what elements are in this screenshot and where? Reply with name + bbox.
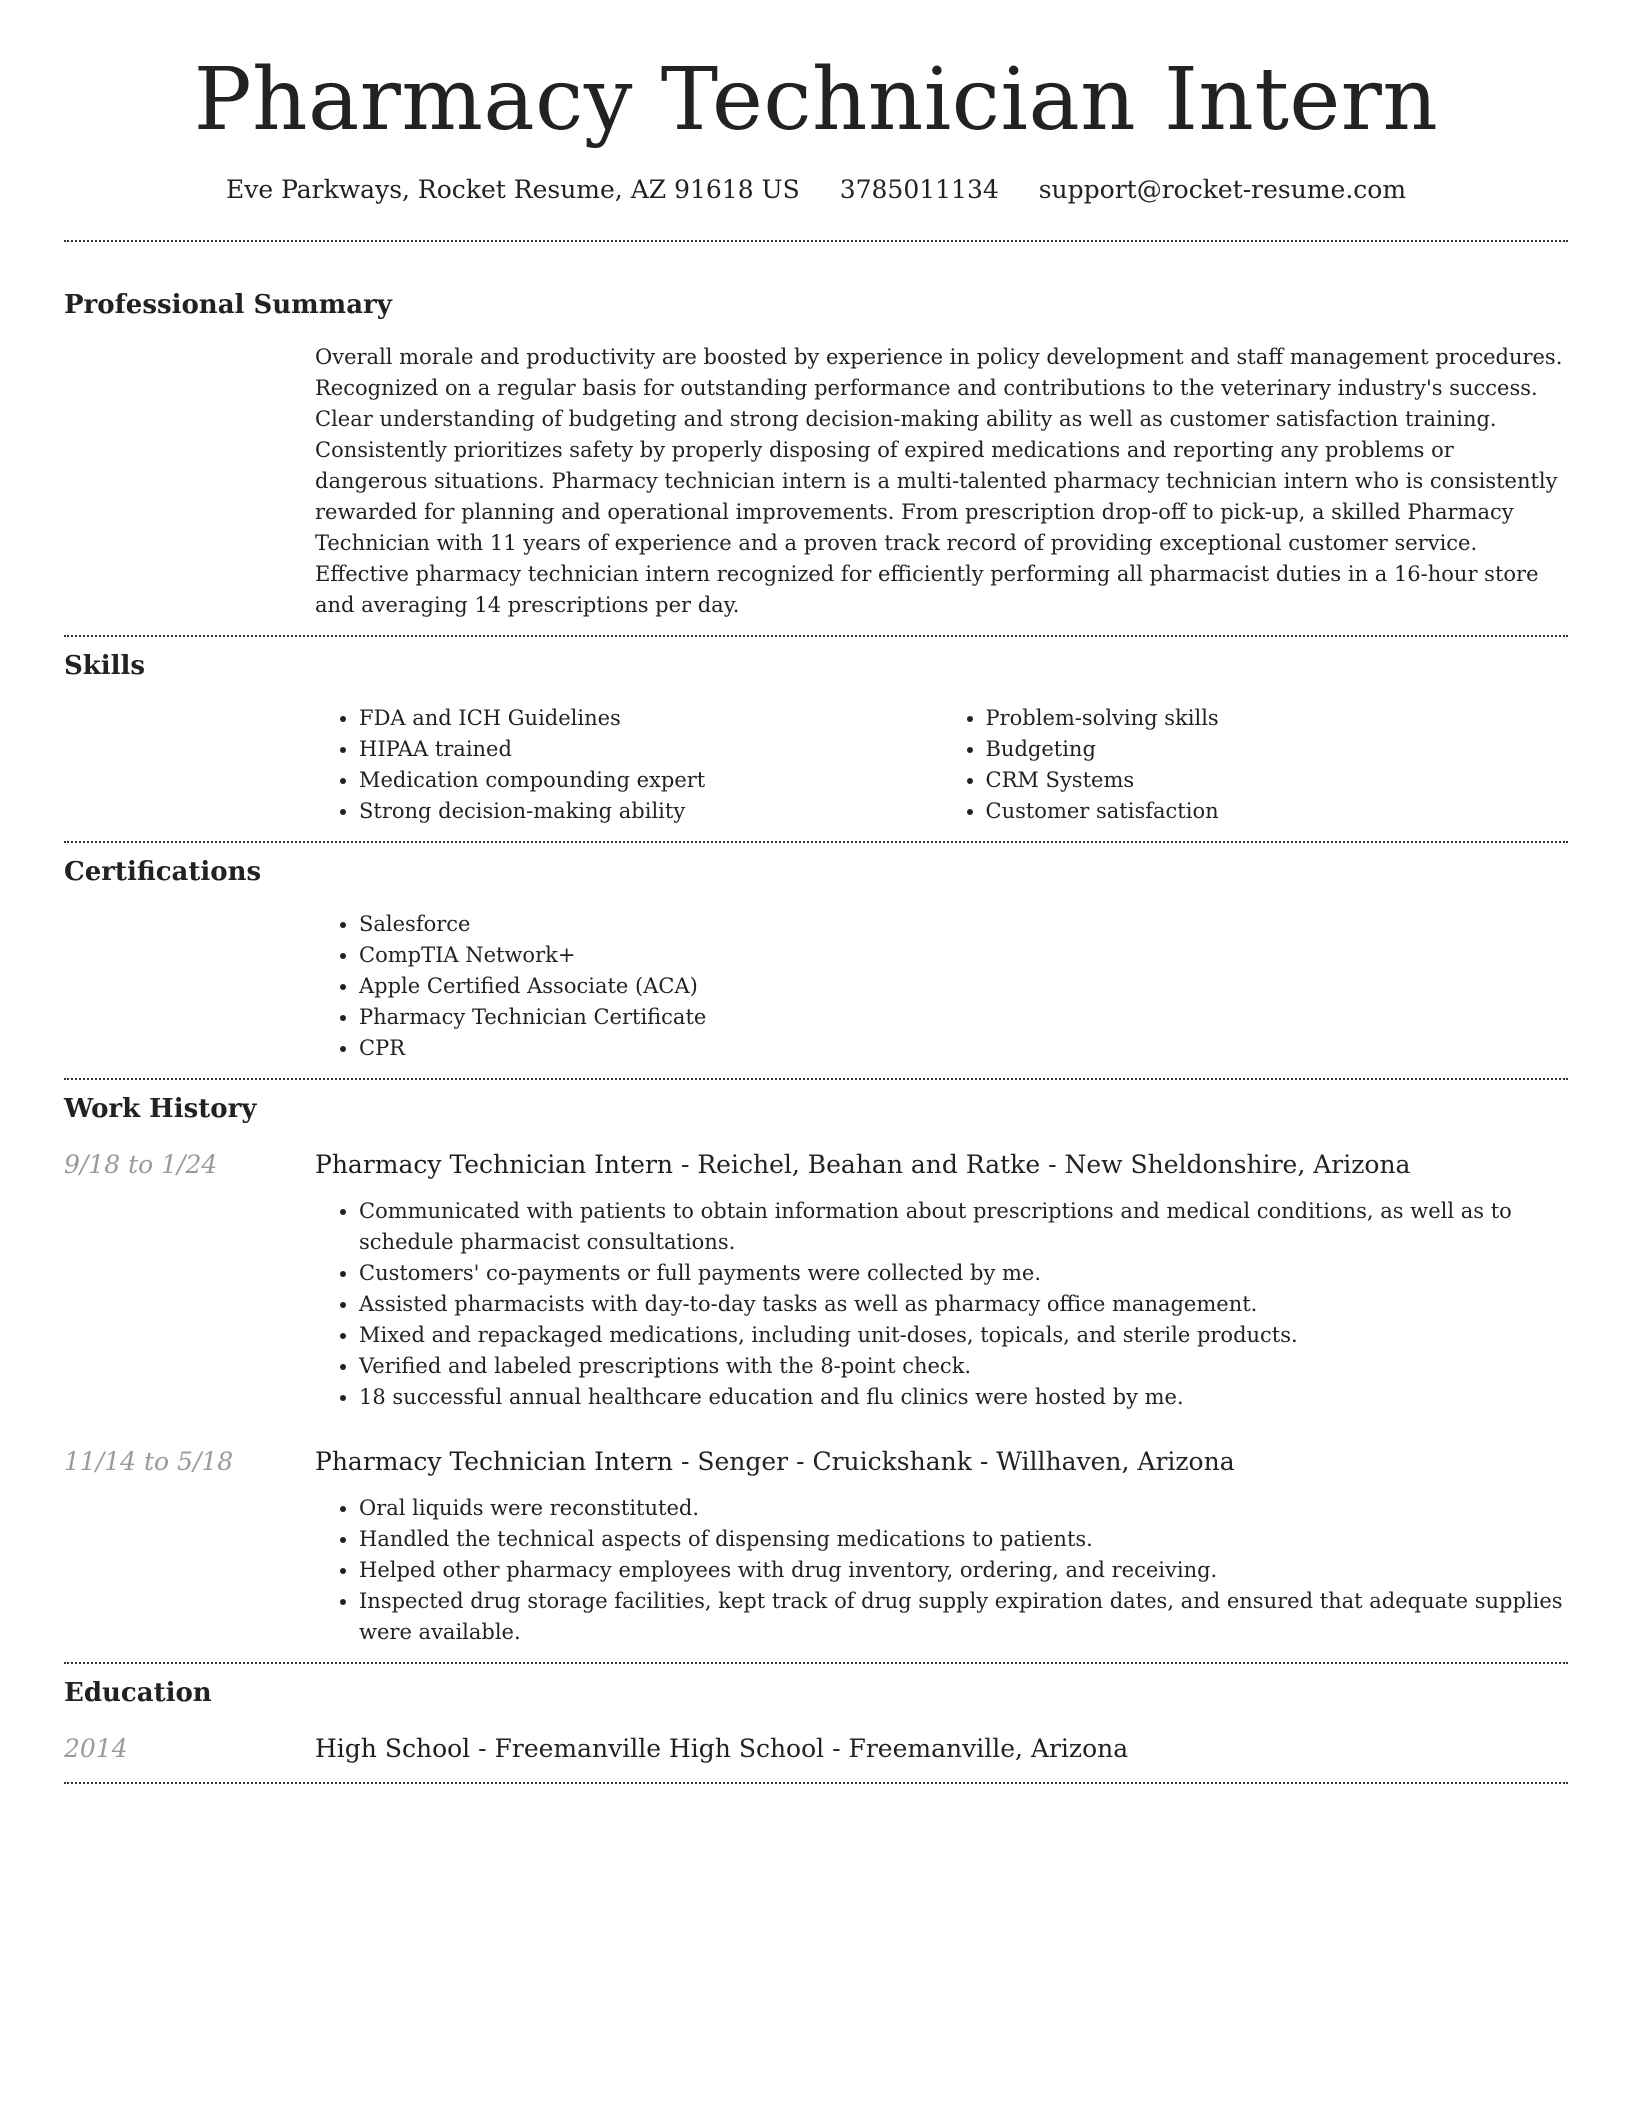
phone: 3785011134	[839, 175, 999, 204]
list-item: • HIPAA trained	[359, 734, 942, 765]
divider	[64, 1782, 1568, 1784]
skills-content	[315, 703, 1568, 827]
job-title: Pharmacy Technician Intern	[315, 1447, 674, 1476]
email: support@rocket-resume.com	[1038, 175, 1407, 204]
list-item: • Inspected drug storage facilities, kept track of drug supply expiration dates, and ensured that adequate supplies were available.	[359, 1586, 1568, 1648]
list-item: • Medication compounding expert	[359, 765, 942, 796]
job-entry	[64, 1445, 1568, 1648]
section-title-work-history: Work History	[64, 1094, 257, 1124]
job-bullets	[315, 1196, 1568, 1413]
list-item: • Verified and labeled prescriptions with the 8-point check.	[359, 1351, 1568, 1382]
divider	[64, 1662, 1568, 1664]
list-item: • CPR	[359, 1033, 1568, 1064]
job-employer: - Senger - Cruickshank - Willhaven, Arizona	[673, 1447, 1235, 1476]
list-item: • Helped other pharmacy employees with drug inventory, ordering, and receiving.	[359, 1555, 1568, 1586]
list-item: • Customer satisfaction	[986, 796, 1569, 827]
list-item: • Handled the technical aspects of dispensing medications to patients.	[359, 1524, 1568, 1555]
degree: High School	[315, 1734, 471, 1763]
list-item: • 18 successful annual healthcare education and flu clinics were hosted by me.	[359, 1382, 1568, 1413]
job-title: Pharmacy Technician Intern	[315, 1150, 674, 1179]
list-item: • Salesforce	[359, 909, 1568, 940]
divider	[64, 1078, 1568, 1080]
education-entry	[64, 1732, 1568, 1766]
job-heading	[315, 1445, 1568, 1479]
list-item: • FDA and ICH Guidelines	[359, 703, 942, 734]
divider	[64, 635, 1568, 637]
skills-list-right	[942, 703, 1569, 827]
list-item: • Apple Certified Associate (ACA)	[359, 971, 1568, 1002]
job-heading	[315, 1148, 1568, 1182]
list-item: • Customers' co-payments or full payments were collected by me.	[359, 1258, 1568, 1289]
job-employer: - Reichel, Beahan and Ratke - New Sheldonshire, Arizona	[673, 1150, 1411, 1179]
contact-info	[64, 174, 1568, 206]
list-item: • Mixed and repackaged medications, including unit-doses, topicals, and sterile products.	[359, 1320, 1568, 1351]
certifications-list	[315, 909, 1568, 1064]
education-year: 2014	[64, 1734, 128, 1763]
school: - Freemanville High School - Freemanville, Arizona	[470, 1734, 1129, 1763]
summary-section	[64, 288, 1568, 621]
divider	[64, 240, 1568, 242]
section-title-summary: Professional Summary	[64, 290, 392, 320]
education-section	[64, 1676, 1568, 1766]
list-item: • Strong decision-making ability	[359, 796, 942, 827]
list-item: • Assisted pharmacists with day-to-day tasks as well as pharmacy office management.	[359, 1289, 1568, 1320]
list-item: • Pharmacy Technician Certificate	[359, 1002, 1568, 1033]
work-history-section	[64, 1092, 1568, 1648]
address: Eve Parkways, Rocket Resume, AZ 91618 US	[225, 175, 800, 204]
summary-text: Overall morale and productivity are boosted by experience in policy development and staff management procedures. Recognized on a regular basis for outstanding performance and contributions to the veterinary industry's success. Clear understanding of budgeting and strong decision-making ability as well as customer satisfaction training. Consistently prioritizes safety by properly disposing of expired medications and reporting any problems or dangerous situations. Pharmacy technician intern is a multi-talented pharmacy technician intern who is consistently rewarded for planning and operational improvements. From prescription drop-off to pick-up, a skilled Pharmacy Technician with 11 years of experience and a proven track record of providing exceptional customer service. Effective pharmacy technician intern recognized for efficiently performing all pharmacist duties in a 16-hour store and averaging 14 prescriptions per day.	[315, 345, 1563, 617]
resume-page	[64, 0, 1568, 1784]
skills-section	[64, 649, 1568, 827]
section-title-education: Education	[64, 1678, 212, 1708]
certifications-section	[64, 855, 1568, 1064]
job-bullets	[315, 1493, 1568, 1648]
section-title-skills: Skills	[64, 651, 146, 681]
education-heading	[315, 1732, 1568, 1766]
skills-list-left	[315, 703, 942, 827]
candidate-name: Pharmacy Technician Intern	[193, 50, 1439, 150]
list-item: • Oral liquids were reconstituted.	[359, 1493, 1568, 1524]
list-item: • Budgeting	[986, 734, 1569, 765]
job-duties-list	[315, 1493, 1568, 1648]
job-dates: 9/18 to 1/24	[64, 1150, 218, 1179]
job-duties-list	[315, 1196, 1568, 1413]
list-item: • CompTIA Network+	[359, 940, 1568, 971]
certifications-content	[315, 909, 1568, 1064]
list-item: • CRM Systems	[986, 765, 1569, 796]
section-title-certifications: Certifications	[64, 857, 262, 887]
list-item: • Communicated with patients to obtain information about prescriptions and medical conditions, as well as to schedule pharmacist consultations.	[359, 1196, 1568, 1258]
job-entry	[64, 1148, 1568, 1413]
list-item: • Problem-solving skills	[986, 703, 1569, 734]
job-dates: 11/14 to 5/18	[64, 1447, 234, 1476]
divider	[64, 841, 1568, 843]
summary-content	[315, 342, 1568, 621]
